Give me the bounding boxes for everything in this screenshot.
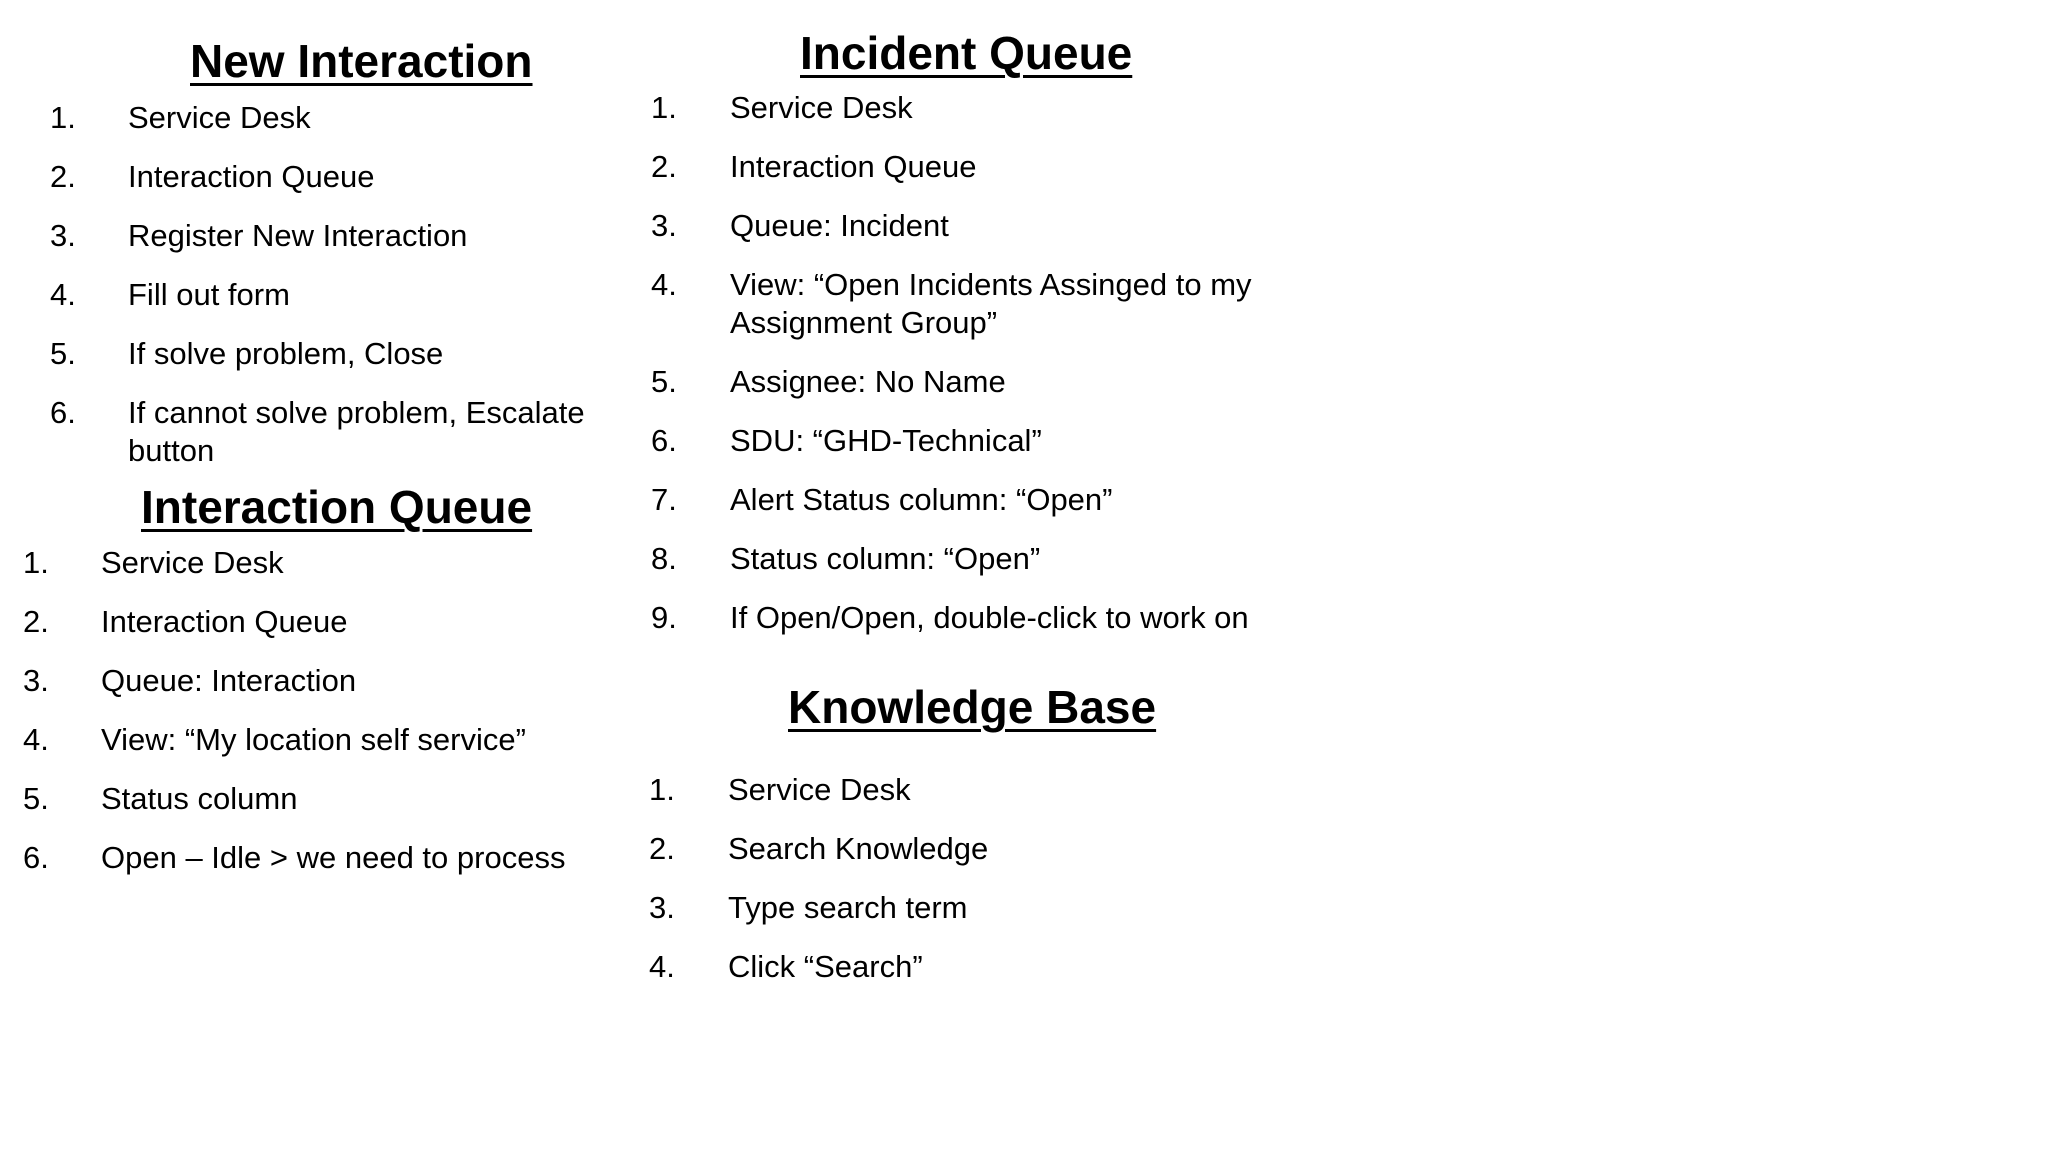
list-item xyxy=(649,889,1249,927)
item-number: 1. xyxy=(651,90,677,125)
list-item xyxy=(23,544,603,582)
item-text: Interaction Queue xyxy=(128,159,375,194)
list-item xyxy=(651,89,1351,127)
item-text: Register New Interaction xyxy=(128,218,468,253)
list-item xyxy=(23,780,603,818)
list-item xyxy=(23,603,603,641)
item-number: 3. xyxy=(651,208,677,243)
knowledge-base-heading: Knowledge Base xyxy=(788,681,1157,733)
item-number: 2. xyxy=(23,604,49,639)
item-number: 3. xyxy=(50,218,76,253)
item-text: Type search term xyxy=(728,890,968,925)
item-text: If cannot solve problem, Escalate button xyxy=(128,395,585,468)
item-text: If Open/Open, double-click to work on xyxy=(730,600,1249,635)
item-number: 2. xyxy=(651,149,677,184)
item-text: Interaction Queue xyxy=(101,604,348,639)
list-item xyxy=(50,217,610,255)
list-item xyxy=(649,830,1249,868)
item-number: 5. xyxy=(651,364,677,399)
new-interaction-list xyxy=(50,99,610,491)
list-item xyxy=(651,422,1351,460)
item-number: 6. xyxy=(50,395,76,430)
item-text: Queue: Incident xyxy=(730,208,949,243)
item-number: 3. xyxy=(649,890,675,925)
item-number: 2. xyxy=(50,159,76,194)
list-item xyxy=(23,839,603,877)
item-text: Interaction Queue xyxy=(730,149,977,184)
item-text: Queue: Interaction xyxy=(101,663,357,698)
list-item xyxy=(50,394,610,470)
list-item xyxy=(23,721,603,759)
item-number: 6. xyxy=(651,423,677,458)
interaction-queue-list xyxy=(23,544,603,898)
item-text: Service Desk xyxy=(128,100,311,135)
incident-queue-list xyxy=(651,89,1351,658)
item-text: Assignee: No Name xyxy=(730,364,1006,399)
item-text: Open – Idle > we need to process xyxy=(101,840,566,875)
item-number: 1. xyxy=(23,545,49,580)
item-text: SDU: “GHD-Technical” xyxy=(730,423,1042,458)
item-number: 8. xyxy=(651,541,677,576)
item-text: Status column: “Open” xyxy=(730,541,1041,576)
list-item xyxy=(651,148,1351,186)
item-text: Click “Search” xyxy=(728,949,923,984)
list-item xyxy=(649,948,1249,986)
incident-queue-heading: Incident Queue xyxy=(800,27,1133,79)
knowledge-base-list xyxy=(649,771,1249,1007)
list-item xyxy=(651,481,1351,519)
item-number: 5. xyxy=(23,781,49,816)
item-number: 1. xyxy=(50,100,76,135)
item-text: Service Desk xyxy=(730,90,913,125)
item-number: 5. xyxy=(50,336,76,371)
interaction-queue-heading: Interaction Queue xyxy=(141,481,533,533)
new-interaction-heading: New Interaction xyxy=(190,35,533,87)
item-text: Alert Status column: “Open” xyxy=(730,482,1113,517)
item-text: View: “Open Incidents Assinged to my Assignment Group” xyxy=(730,267,1252,340)
item-number: 4. xyxy=(50,277,76,312)
item-text: View: “My location self service” xyxy=(101,722,526,757)
list-item xyxy=(649,771,1249,809)
item-number: 4. xyxy=(23,722,49,757)
list-item xyxy=(50,99,610,137)
item-number: 6. xyxy=(23,840,49,875)
item-text: Service Desk xyxy=(728,772,911,807)
item-number: 4. xyxy=(649,949,675,984)
item-text: Status column xyxy=(101,781,298,816)
item-text: Service Desk xyxy=(101,545,284,580)
item-number: 7. xyxy=(651,482,677,517)
item-number: 1. xyxy=(649,772,675,807)
list-item xyxy=(651,363,1351,401)
list-item xyxy=(50,335,610,373)
list-item xyxy=(651,540,1351,578)
item-text: Search Knowledge xyxy=(728,831,989,866)
list-item xyxy=(651,599,1351,637)
item-number: 4. xyxy=(651,267,677,302)
list-item xyxy=(50,276,610,314)
item-number: 2. xyxy=(649,831,675,866)
list-item xyxy=(23,662,603,700)
item-number: 9. xyxy=(651,600,677,635)
item-text: If solve problem, Close xyxy=(128,336,444,371)
list-item xyxy=(651,207,1351,245)
list-item xyxy=(50,158,610,196)
item-number: 3. xyxy=(23,663,49,698)
item-text: Fill out form xyxy=(128,277,290,312)
list-item xyxy=(651,266,1351,342)
